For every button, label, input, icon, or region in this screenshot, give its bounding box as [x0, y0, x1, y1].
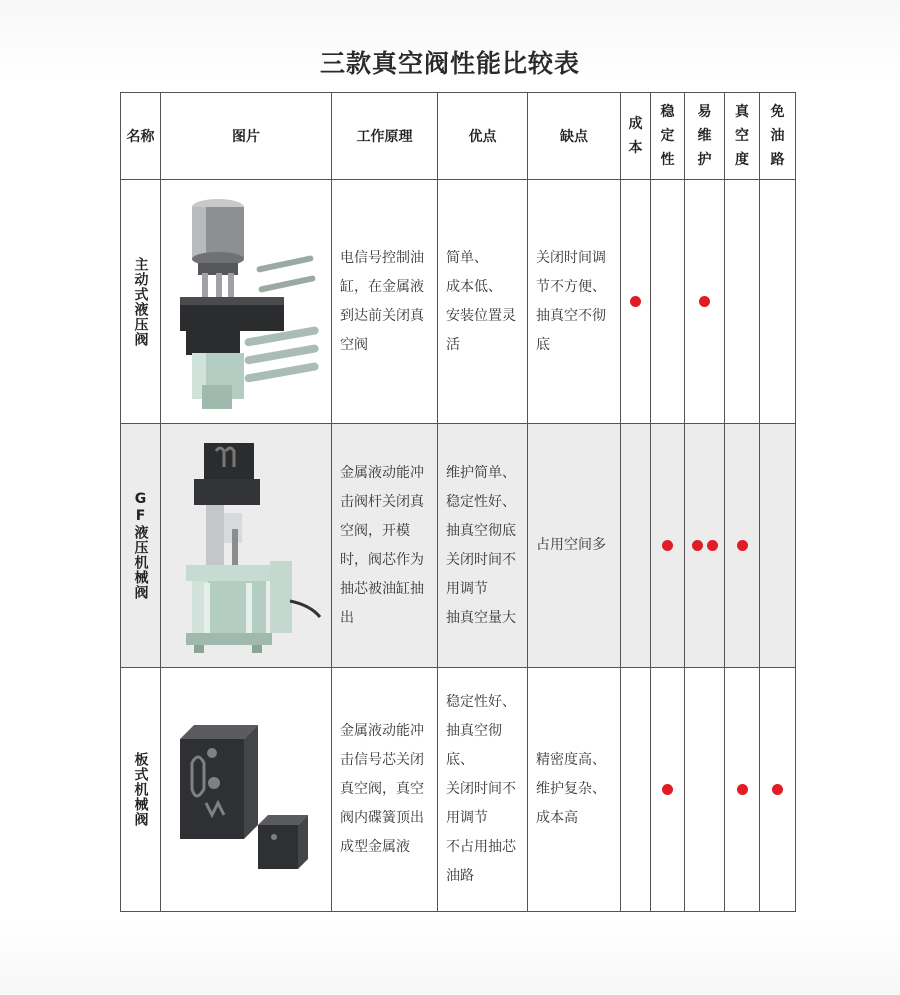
row-name: 主动式液压阀	[132, 256, 149, 347]
header-cost	[621, 93, 651, 180]
rating-cell	[685, 180, 725, 424]
rating-cell	[760, 668, 796, 912]
rating-cell	[725, 180, 760, 424]
cons-cell	[528, 180, 621, 424]
rating-cell	[651, 424, 685, 668]
cons-cell	[528, 668, 621, 912]
header-stability-char: 性	[660, 152, 675, 168]
row-name-cell	[121, 668, 161, 912]
pros-text: 稳定性好、 抽真空彻 底、 关闭时间不 用调节 不占用抽芯 油路	[446, 694, 516, 884]
principle-cell	[332, 668, 438, 912]
row-name: GF液压机械阀	[132, 491, 149, 600]
rating-dot	[630, 296, 641, 307]
rating-dot	[662, 540, 673, 551]
header-vacuum-char: 真	[735, 104, 749, 120]
gf-hydraulic-mechanical-valve-image	[166, 433, 326, 658]
header-cons: 缺点	[528, 93, 621, 180]
header-oil-free-char: 路	[770, 152, 785, 168]
pros-text: 简单、 成本低、 安装位置灵 活	[446, 249, 516, 353]
rating-dot	[737, 784, 748, 795]
pros-cell	[438, 424, 528, 668]
header-maintenance	[685, 93, 725, 180]
cons-text: 关闭时间调 节不方便、 抽真空不彻 底	[536, 249, 606, 353]
cons-text: 占用空间多	[536, 537, 606, 553]
rating-dot	[662, 784, 673, 795]
row-image-cell	[161, 668, 332, 912]
table-row	[121, 180, 796, 424]
header-row	[121, 93, 796, 180]
rating-cell	[725, 424, 760, 668]
principle-cell	[332, 180, 438, 424]
rating-cell	[651, 668, 685, 912]
rating-cell	[621, 668, 651, 912]
rating-dot	[772, 784, 783, 795]
header-oil-free-char: 免	[770, 104, 785, 120]
header-oil-free-char: 油	[770, 128, 785, 144]
page-title: 三款真空阀性能比较表	[319, 49, 580, 78]
row-name: 板式机械阀	[132, 752, 149, 827]
hydraulic-active-valve-image	[166, 189, 326, 414]
rating-cell	[621, 180, 651, 424]
header-maintenance-char: 易	[697, 104, 712, 120]
principle-text: 金属液动能冲 击阀杆关闭真 空阀，开模 时，阀芯作为 抽芯被油缸抽 出	[340, 464, 424, 626]
table-row	[121, 424, 796, 668]
header-stability-char: 定	[660, 128, 675, 144]
header-name: 名称	[121, 93, 161, 180]
header-principle: 工作原理	[332, 93, 438, 180]
table-row	[121, 668, 796, 912]
header-cost-char: 本	[628, 140, 643, 156]
rating-cell	[685, 424, 725, 668]
principle-text: 电信号控制油 缸，在金属液 到达前关闭真 空阀	[340, 249, 424, 353]
cons-text: 精密度高、 维护复杂、 成本高	[536, 752, 606, 826]
row-name-cell	[121, 424, 161, 668]
rating-dot	[737, 540, 748, 551]
cons-cell	[528, 424, 621, 668]
rating-cell	[760, 180, 796, 424]
header-pros: 优点	[438, 93, 528, 180]
header-vacuum-char: 空	[735, 128, 749, 144]
rating-cell	[685, 668, 725, 912]
header-vacuum	[725, 93, 760, 180]
pros-text: 维护简单、 稳定性好、 抽真空彻底 关闭时间不 用调节 抽真空量大	[446, 464, 516, 626]
header-image: 图片	[161, 93, 332, 180]
rating-cell	[651, 180, 685, 424]
header-vacuum-char: 度	[735, 152, 749, 168]
pros-cell	[438, 180, 528, 424]
comparison-table	[120, 92, 796, 912]
header-stability-char: 稳	[660, 104, 675, 120]
header-cost-char: 成	[628, 116, 643, 132]
header-maintenance-char: 维	[697, 128, 712, 144]
rating-dot	[692, 540, 703, 551]
row-image-cell	[161, 180, 332, 424]
header-maintenance-char: 护	[697, 152, 712, 168]
header-stability	[651, 93, 685, 180]
row-image-cell	[161, 424, 332, 668]
plate-mechanical-valve-image	[166, 677, 326, 902]
pros-cell	[438, 668, 528, 912]
rating-cell	[725, 668, 760, 912]
rating-cell	[760, 424, 796, 668]
rating-cell	[621, 424, 651, 668]
principle-cell	[332, 424, 438, 668]
rating-dot	[707, 540, 718, 551]
row-name-cell	[121, 180, 161, 424]
header-oil-free	[760, 93, 796, 180]
principle-text: 金属液动能冲 击信号芯关闭 真空阀，真空 阀内碟簧顶出 成型金属液	[340, 723, 424, 855]
rating-dot	[699, 296, 710, 307]
